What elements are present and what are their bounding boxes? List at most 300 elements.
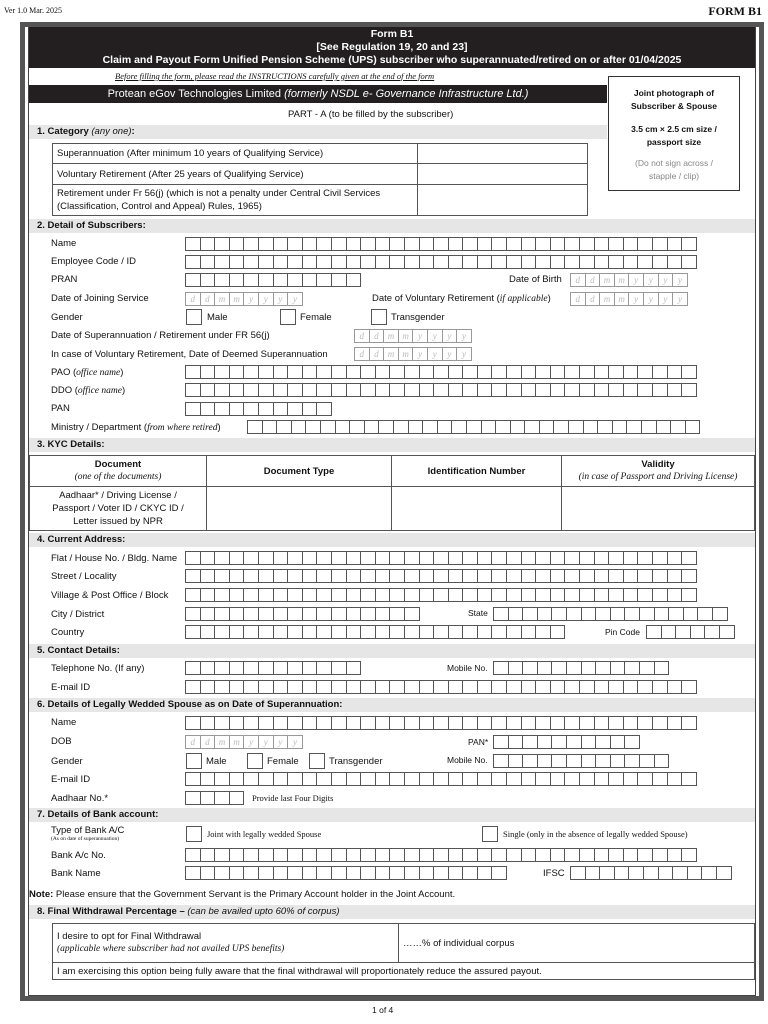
- char-cell[interactable]: [214, 625, 230, 639]
- date-cell[interactable]: y: [442, 329, 458, 343]
- char-cell[interactable]: [508, 754, 524, 768]
- char-cell[interactable]: [243, 848, 259, 862]
- char-cell[interactable]: [335, 420, 351, 434]
- char-cell[interactable]: [550, 365, 566, 379]
- char-cell[interactable]: [652, 588, 668, 602]
- char-cell[interactable]: [566, 661, 582, 675]
- char-cell[interactable]: [579, 383, 595, 397]
- date-cell[interactable]: m: [599, 292, 615, 306]
- char-cell[interactable]: [564, 255, 580, 269]
- char-cell[interactable]: [346, 255, 362, 269]
- char-cell[interactable]: [185, 255, 201, 269]
- char-cell[interactable]: [331, 848, 347, 862]
- char-cell[interactable]: [564, 551, 580, 565]
- date-cell[interactable]: y: [273, 292, 289, 306]
- char-cell[interactable]: [521, 237, 537, 251]
- char-cell[interactable]: [346, 383, 362, 397]
- char-cell[interactable]: [594, 716, 610, 730]
- char-cell[interactable]: [522, 607, 538, 621]
- char-cell[interactable]: [346, 237, 362, 251]
- char-cell[interactable]: [608, 716, 624, 730]
- char-cell[interactable]: [404, 365, 420, 379]
- char-cell[interactable]: [331, 625, 347, 639]
- char-cell[interactable]: [389, 680, 405, 694]
- char-cell[interactable]: [595, 607, 611, 621]
- char-cell[interactable]: [419, 772, 435, 786]
- char-cell[interactable]: [716, 866, 732, 880]
- char-cell[interactable]: [200, 716, 216, 730]
- char-cell[interactable]: [389, 588, 405, 602]
- char-cell[interactable]: [667, 551, 683, 565]
- char-cell[interactable]: [331, 661, 347, 675]
- char-cell[interactable]: [419, 237, 435, 251]
- char-cell[interactable]: [258, 588, 274, 602]
- char-cell[interactable]: [448, 237, 464, 251]
- date-cell[interactable]: m: [614, 292, 630, 306]
- village-input[interactable]: [186, 588, 697, 602]
- char-cell[interactable]: [214, 866, 230, 880]
- char-cell[interactable]: [594, 680, 610, 694]
- char-cell[interactable]: [229, 383, 245, 397]
- char-cell[interactable]: [637, 848, 653, 862]
- date-cell[interactable]: m: [614, 273, 630, 287]
- char-cell[interactable]: [550, 569, 566, 583]
- char-cell[interactable]: [491, 680, 507, 694]
- char-cell[interactable]: [273, 273, 289, 287]
- char-cell[interactable]: [521, 588, 537, 602]
- char-cell[interactable]: [462, 365, 478, 379]
- char-cell[interactable]: [375, 772, 391, 786]
- char-cell[interactable]: [360, 569, 376, 583]
- char-cell[interactable]: [564, 588, 580, 602]
- date-cell[interactable]: d: [570, 273, 586, 287]
- char-cell[interactable]: [229, 402, 245, 416]
- char-cell[interactable]: [214, 791, 230, 805]
- char-cell[interactable]: [687, 866, 703, 880]
- char-cell[interactable]: [316, 588, 332, 602]
- char-cell[interactable]: [258, 551, 274, 565]
- char-cell[interactable]: [646, 625, 662, 639]
- char-cell[interactable]: [462, 551, 478, 565]
- char-cell[interactable]: [667, 680, 683, 694]
- char-cell[interactable]: [493, 607, 509, 621]
- char-cell[interactable]: [506, 365, 522, 379]
- char-cell[interactable]: [360, 365, 376, 379]
- spouse-mobile-input[interactable]: [494, 754, 669, 768]
- char-cell[interactable]: [585, 866, 601, 880]
- date-cell[interactable]: y: [258, 292, 274, 306]
- char-cell[interactable]: [595, 661, 611, 675]
- char-cell[interactable]: [243, 402, 259, 416]
- char-cell[interactable]: [389, 255, 405, 269]
- char-cell[interactable]: [346, 365, 362, 379]
- char-cell[interactable]: [667, 365, 683, 379]
- char-cell[interactable]: [599, 866, 615, 880]
- char-cell[interactable]: [273, 569, 289, 583]
- date-cell[interactable]: y: [628, 292, 644, 306]
- spouse-name-input[interactable]: [186, 716, 697, 730]
- dovr-input[interactable]: [571, 292, 688, 306]
- char-cell[interactable]: [564, 848, 580, 862]
- char-cell[interactable]: [477, 588, 493, 602]
- char-cell[interactable]: [433, 569, 449, 583]
- char-cell[interactable]: [316, 716, 332, 730]
- char-cell[interactable]: [685, 420, 701, 434]
- char-cell[interactable]: [389, 551, 405, 565]
- char-cell[interactable]: [214, 402, 230, 416]
- char-cell[interactable]: [537, 661, 553, 675]
- char-cell[interactable]: [302, 848, 318, 862]
- char-cell[interactable]: [331, 273, 347, 287]
- char-cell[interactable]: [564, 680, 580, 694]
- spouse-pan-input[interactable]: [494, 735, 640, 749]
- char-cell[interactable]: [316, 365, 332, 379]
- char-cell[interactable]: [302, 716, 318, 730]
- char-cell[interactable]: [477, 551, 493, 565]
- char-cell[interactable]: [185, 791, 201, 805]
- char-cell[interactable]: [652, 772, 668, 786]
- char-cell[interactable]: [273, 383, 289, 397]
- char-cell[interactable]: [481, 420, 497, 434]
- char-cell[interactable]: [579, 255, 595, 269]
- char-cell[interactable]: [302, 607, 318, 621]
- date-cell[interactable]: d: [585, 273, 601, 287]
- char-cell[interactable]: [579, 569, 595, 583]
- char-cell[interactable]: [389, 237, 405, 251]
- char-cell[interactable]: [652, 680, 668, 694]
- date-cell[interactable]: y: [658, 292, 674, 306]
- char-cell[interactable]: [521, 680, 537, 694]
- char-cell[interactable]: [389, 607, 405, 621]
- char-cell[interactable]: [214, 569, 230, 583]
- char-cell[interactable]: [608, 255, 624, 269]
- char-cell[interactable]: [564, 569, 580, 583]
- char-cell[interactable]: [316, 680, 332, 694]
- char-cell[interactable]: [521, 551, 537, 565]
- char-cell[interactable]: [566, 607, 582, 621]
- char-cell[interactable]: [654, 754, 670, 768]
- char-cell[interactable]: [331, 255, 347, 269]
- char-cell[interactable]: [637, 383, 653, 397]
- char-cell[interactable]: [360, 772, 376, 786]
- char-cell[interactable]: [243, 383, 259, 397]
- char-cell[interactable]: [258, 625, 274, 639]
- char-cell[interactable]: [433, 716, 449, 730]
- char-cell[interactable]: [550, 237, 566, 251]
- char-cell[interactable]: [637, 255, 653, 269]
- char-cell[interactable]: [610, 661, 626, 675]
- date-cell[interactable]: y: [273, 735, 289, 749]
- char-cell[interactable]: [668, 607, 684, 621]
- char-cell[interactable]: [510, 420, 526, 434]
- char-cell[interactable]: [624, 607, 640, 621]
- char-cell[interactable]: [287, 607, 303, 621]
- char-cell[interactable]: [491, 588, 507, 602]
- category-superannuation-select[interactable]: [418, 144, 588, 164]
- char-cell[interactable]: [316, 772, 332, 786]
- date-cell[interactable]: y: [287, 735, 303, 749]
- char-cell[interactable]: [491, 237, 507, 251]
- char-cell[interactable]: [522, 661, 538, 675]
- withdrawal-percent-input[interactable]: ……% of individual corpus: [399, 924, 755, 963]
- char-cell[interactable]: [522, 754, 538, 768]
- char-cell[interactable]: [595, 735, 611, 749]
- char-cell[interactable]: [579, 551, 595, 565]
- char-cell[interactable]: [583, 420, 599, 434]
- char-cell[interactable]: [287, 255, 303, 269]
- char-cell[interactable]: [433, 680, 449, 694]
- char-cell[interactable]: [579, 365, 595, 379]
- char-cell[interactable]: [404, 866, 420, 880]
- char-cell[interactable]: [535, 848, 551, 862]
- date-cell[interactable]: d: [354, 347, 370, 361]
- char-cell[interactable]: [641, 420, 657, 434]
- char-cell[interactable]: [404, 569, 420, 583]
- char-cell[interactable]: [491, 255, 507, 269]
- char-cell[interactable]: [302, 772, 318, 786]
- char-cell[interactable]: [506, 716, 522, 730]
- char-cell[interactable]: [477, 772, 493, 786]
- char-cell[interactable]: [346, 866, 362, 880]
- bank-name-input[interactable]: [186, 866, 507, 880]
- spouse-dob-input[interactable]: [186, 735, 303, 749]
- char-cell[interactable]: [316, 255, 332, 269]
- char-cell[interactable]: [654, 661, 670, 675]
- char-cell[interactable]: [623, 383, 639, 397]
- pan-input[interactable]: [186, 402, 332, 416]
- char-cell[interactable]: [185, 716, 201, 730]
- char-cell[interactable]: [302, 625, 318, 639]
- char-cell[interactable]: [506, 772, 522, 786]
- dos-input[interactable]: [355, 329, 472, 343]
- char-cell[interactable]: [521, 569, 537, 583]
- char-cell[interactable]: [419, 383, 435, 397]
- ministry-input[interactable]: [248, 420, 700, 434]
- char-cell[interactable]: [375, 237, 391, 251]
- char-cell[interactable]: [302, 273, 318, 287]
- char-cell[interactable]: [477, 848, 493, 862]
- char-cell[interactable]: [448, 716, 464, 730]
- char-cell[interactable]: [331, 588, 347, 602]
- char-cell[interactable]: [448, 680, 464, 694]
- char-cell[interactable]: [375, 383, 391, 397]
- char-cell[interactable]: [273, 866, 289, 880]
- char-cell[interactable]: [448, 255, 464, 269]
- char-cell[interactable]: [200, 365, 216, 379]
- char-cell[interactable]: [243, 680, 259, 694]
- char-cell[interactable]: [623, 237, 639, 251]
- char-cell[interactable]: [433, 383, 449, 397]
- char-cell[interactable]: [258, 772, 274, 786]
- date-cell[interactable]: d: [369, 329, 385, 343]
- char-cell[interactable]: [448, 383, 464, 397]
- char-cell[interactable]: [681, 383, 697, 397]
- char-cell[interactable]: [667, 237, 683, 251]
- char-cell[interactable]: [477, 680, 493, 694]
- char-cell[interactable]: [258, 402, 274, 416]
- ifsc-input[interactable]: [571, 866, 732, 880]
- char-cell[interactable]: [491, 716, 507, 730]
- char-cell[interactable]: [229, 365, 245, 379]
- char-cell[interactable]: [316, 625, 332, 639]
- char-cell[interactable]: [243, 625, 259, 639]
- char-cell[interactable]: [404, 848, 420, 862]
- char-cell[interactable]: [375, 588, 391, 602]
- char-cell[interactable]: [681, 772, 697, 786]
- char-cell[interactable]: [506, 551, 522, 565]
- char-cell[interactable]: [419, 848, 435, 862]
- char-cell[interactable]: [273, 848, 289, 862]
- gender-female-checkbox[interactable]: [280, 309, 296, 325]
- char-cell[interactable]: [214, 661, 230, 675]
- char-cell[interactable]: [535, 237, 551, 251]
- char-cell[interactable]: [243, 569, 259, 583]
- char-cell[interactable]: [185, 588, 201, 602]
- char-cell[interactable]: [229, 607, 245, 621]
- char-cell[interactable]: [375, 848, 391, 862]
- spouse-female-checkbox[interactable]: [247, 753, 263, 769]
- char-cell[interactable]: [701, 866, 717, 880]
- char-cell[interactable]: [522, 735, 538, 749]
- char-cell[interactable]: [393, 420, 409, 434]
- category-voluntary-select[interactable]: [418, 164, 588, 185]
- char-cell[interactable]: [287, 848, 303, 862]
- char-cell[interactable]: [360, 551, 376, 565]
- char-cell[interactable]: [331, 607, 347, 621]
- char-cell[interactable]: [214, 772, 230, 786]
- date-cell[interactable]: m: [599, 273, 615, 287]
- char-cell[interactable]: [581, 735, 597, 749]
- deemed-date-input[interactable]: [355, 347, 472, 361]
- char-cell[interactable]: [273, 607, 289, 621]
- char-cell[interactable]: [550, 772, 566, 786]
- char-cell[interactable]: [360, 383, 376, 397]
- char-cell[interactable]: [535, 569, 551, 583]
- char-cell[interactable]: [404, 680, 420, 694]
- date-cell[interactable]: d: [185, 292, 201, 306]
- char-cell[interactable]: [712, 607, 728, 621]
- char-cell[interactable]: [581, 754, 597, 768]
- char-cell[interactable]: [462, 588, 478, 602]
- char-cell[interactable]: [331, 569, 347, 583]
- spouse-email-input[interactable]: [186, 772, 697, 786]
- char-cell[interactable]: [185, 848, 201, 862]
- doj-input[interactable]: [186, 292, 303, 306]
- date-cell[interactable]: d: [185, 735, 201, 749]
- char-cell[interactable]: [608, 569, 624, 583]
- char-cell[interactable]: [637, 680, 653, 694]
- char-cell[interactable]: [451, 420, 467, 434]
- char-cell[interactable]: [477, 866, 493, 880]
- char-cell[interactable]: [448, 569, 464, 583]
- bank-single-checkbox[interactable]: [482, 826, 498, 842]
- char-cell[interactable]: [477, 569, 493, 583]
- char-cell[interactable]: [229, 866, 245, 880]
- char-cell[interactable]: [594, 255, 610, 269]
- char-cell[interactable]: [508, 661, 524, 675]
- char-cell[interactable]: [626, 420, 642, 434]
- char-cell[interactable]: [652, 569, 668, 583]
- char-cell[interactable]: [491, 772, 507, 786]
- char-cell[interactable]: [608, 383, 624, 397]
- char-cell[interactable]: [273, 588, 289, 602]
- char-cell[interactable]: [719, 625, 735, 639]
- char-cell[interactable]: [273, 680, 289, 694]
- char-cell[interactable]: [200, 402, 216, 416]
- char-cell[interactable]: [608, 588, 624, 602]
- char-cell[interactable]: [229, 772, 245, 786]
- char-cell[interactable]: [462, 866, 478, 880]
- char-cell[interactable]: [506, 625, 522, 639]
- char-cell[interactable]: [579, 772, 595, 786]
- date-cell[interactable]: y: [643, 292, 659, 306]
- char-cell[interactable]: [389, 772, 405, 786]
- char-cell[interactable]: [652, 255, 668, 269]
- char-cell[interactable]: [287, 569, 303, 583]
- char-cell[interactable]: [331, 237, 347, 251]
- date-cell[interactable]: y: [628, 273, 644, 287]
- char-cell[interactable]: [667, 848, 683, 862]
- char-cell[interactable]: [419, 255, 435, 269]
- char-cell[interactable]: [229, 237, 245, 251]
- char-cell[interactable]: [302, 588, 318, 602]
- char-cell[interactable]: [346, 661, 362, 675]
- dob-input[interactable]: [571, 273, 688, 287]
- char-cell[interactable]: [185, 772, 201, 786]
- char-cell[interactable]: [661, 625, 677, 639]
- char-cell[interactable]: [639, 607, 655, 621]
- char-cell[interactable]: [404, 588, 420, 602]
- email-input[interactable]: [186, 680, 697, 694]
- char-cell[interactable]: [200, 607, 216, 621]
- char-cell[interactable]: [200, 383, 216, 397]
- date-cell[interactable]: y: [427, 329, 443, 343]
- char-cell[interactable]: [521, 625, 537, 639]
- char-cell[interactable]: [637, 569, 653, 583]
- char-cell[interactable]: [652, 551, 668, 565]
- char-cell[interactable]: [564, 772, 580, 786]
- char-cell[interactable]: [258, 255, 274, 269]
- char-cell[interactable]: [623, 551, 639, 565]
- char-cell[interactable]: [419, 625, 435, 639]
- street-input[interactable]: [186, 569, 697, 583]
- char-cell[interactable]: [302, 569, 318, 583]
- char-cell[interactable]: [672, 866, 688, 880]
- char-cell[interactable]: [185, 402, 201, 416]
- char-cell[interactable]: [623, 848, 639, 862]
- char-cell[interactable]: [564, 383, 580, 397]
- char-cell[interactable]: [287, 680, 303, 694]
- char-cell[interactable]: [535, 365, 551, 379]
- gender-male-checkbox[interactable]: [186, 309, 202, 325]
- char-cell[interactable]: [448, 551, 464, 565]
- char-cell[interactable]: [360, 866, 376, 880]
- char-cell[interactable]: [656, 420, 672, 434]
- char-cell[interactable]: [637, 716, 653, 730]
- char-cell[interactable]: [462, 716, 478, 730]
- char-cell[interactable]: [360, 680, 376, 694]
- char-cell[interactable]: [550, 716, 566, 730]
- char-cell[interactable]: [273, 716, 289, 730]
- char-cell[interactable]: [448, 365, 464, 379]
- char-cell[interactable]: [594, 848, 610, 862]
- char-cell[interactable]: [214, 365, 230, 379]
- char-cell[interactable]: [287, 551, 303, 565]
- char-cell[interactable]: [608, 551, 624, 565]
- char-cell[interactable]: [506, 237, 522, 251]
- char-cell[interactable]: [302, 680, 318, 694]
- char-cell[interactable]: [491, 365, 507, 379]
